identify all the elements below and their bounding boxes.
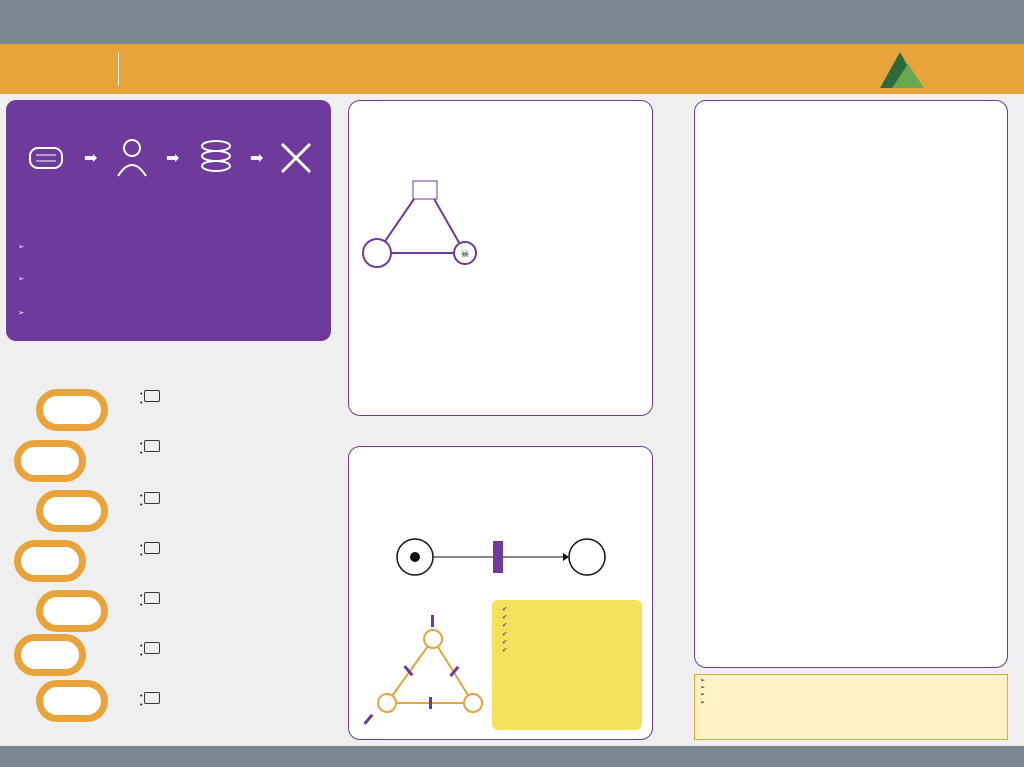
activity-bullet [140, 592, 335, 601]
activity-bullet [140, 601, 335, 610]
toggle-icon [144, 542, 160, 554]
document-icon [144, 592, 160, 604]
monitor-icon [144, 390, 160, 402]
step-real-case [14, 634, 86, 676]
activity-bullet [140, 492, 335, 501]
coins-icon [194, 138, 238, 178]
activity-bullet [140, 449, 335, 458]
activity-item [140, 692, 335, 710]
arrow-icon: ➡ [84, 150, 98, 167]
skull-icon: ☠ [460, 249, 470, 260]
definition-item: ➢ [700, 692, 705, 699]
definition-item: ➢ [700, 699, 705, 706]
aim-main-objective: ➢ [18, 242, 25, 251]
background-icon-row [6, 136, 331, 180]
code-icon [144, 692, 160, 704]
people-icon [144, 642, 160, 654]
definitions-box [694, 674, 1008, 740]
activity-bullet [140, 542, 335, 551]
acknowledgments-footer [0, 746, 1024, 767]
mask-icon [26, 140, 66, 176]
step-concept-transfer [14, 540, 86, 582]
advantage-item [502, 606, 636, 614]
activity-item [140, 542, 335, 560]
dku-logo [878, 46, 1022, 92]
activity-bullet [140, 701, 335, 710]
activity-bullet [140, 501, 335, 510]
cea-panel [348, 100, 653, 416]
activity-bullet [140, 440, 335, 449]
advantage-item [502, 639, 636, 647]
poster-title [0, 0, 1024, 44]
activity-bullet [140, 390, 335, 399]
srn-advantages-box [492, 600, 642, 730]
logo-divider [118, 52, 119, 86]
aim-interdisciplinary: ➢ [18, 274, 25, 283]
books-icon [144, 440, 160, 452]
activity-item [140, 642, 335, 660]
advantage-item [502, 647, 636, 655]
step-applications-spnp [36, 490, 108, 532]
advantage-item [502, 614, 636, 622]
aim-dsl: ➢ [18, 308, 25, 317]
doctor-icon [112, 136, 152, 178]
tools-icon [276, 138, 316, 178]
dku-mountain-icon [878, 46, 926, 90]
person-computer-icon [144, 492, 160, 504]
activity-bullet [140, 651, 335, 660]
activity-item [140, 440, 335, 458]
advantage-item [502, 622, 636, 630]
activity-item [140, 492, 335, 510]
step-dsl-tool [36, 680, 108, 722]
arrow-icon: ➡ [166, 150, 180, 167]
activity-item [140, 592, 335, 610]
header-band [0, 44, 1024, 94]
advantage-item [502, 631, 636, 639]
srn-basic-diagram [389, 537, 609, 577]
step-background-knowledge [36, 389, 108, 431]
dsl-panel [694, 100, 1008, 668]
arrow-icon: ➡ [250, 150, 264, 167]
activity-bullet [140, 692, 335, 701]
activity-bullet [140, 551, 335, 560]
activity-bullet [140, 399, 335, 408]
activity-bullet [140, 642, 335, 651]
research-background-panel [6, 100, 331, 341]
srn-translated-diagram [357, 609, 497, 733]
step-dsl-concept [36, 590, 108, 632]
definition-item: ➢ [700, 685, 705, 692]
definition-item: ➢ [700, 678, 705, 684]
activity-item [140, 390, 335, 408]
markov-diagram [355, 161, 495, 291]
step-case-studies [14, 440, 86, 482]
